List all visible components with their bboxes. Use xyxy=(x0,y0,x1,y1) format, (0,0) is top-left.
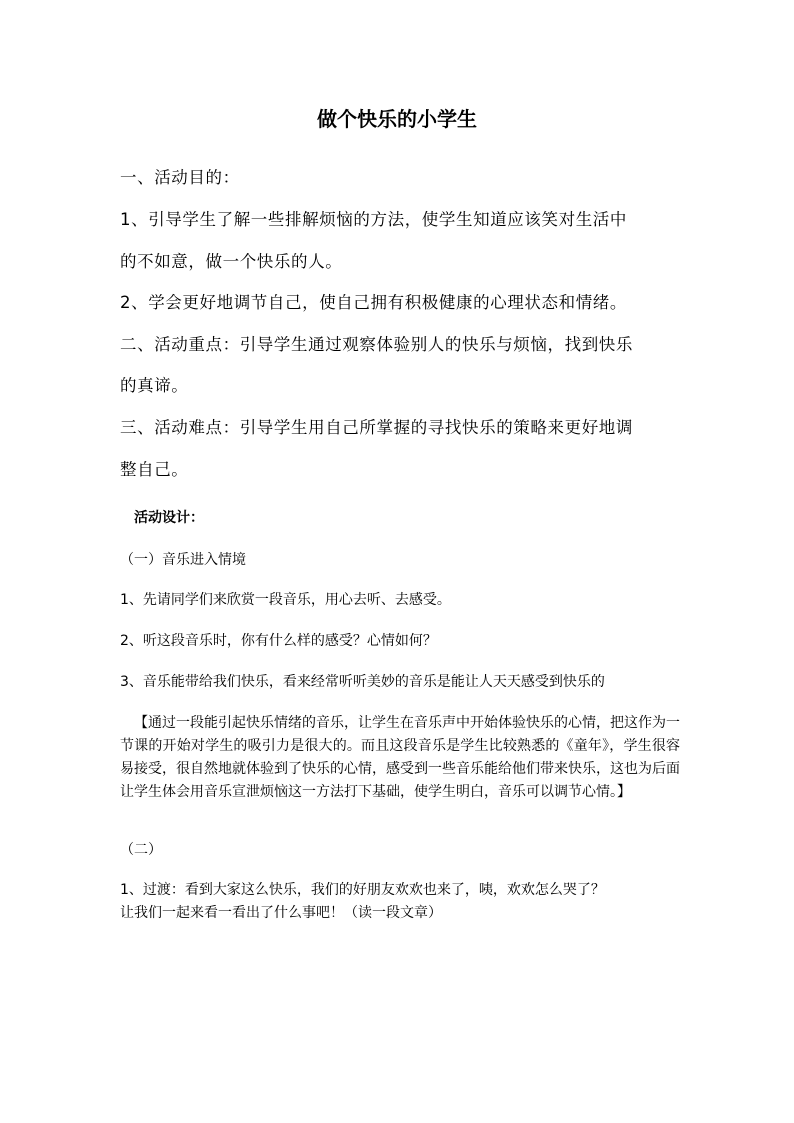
part-1-step-1: 1、先请同学们来欣赏一段音乐，用心去听、去感受。 xyxy=(120,592,451,608)
objective-1-line-1: 1、引导学生了解一些排解烦恼的方法，使学生知道应该笑对生活中 xyxy=(120,210,627,229)
objective-1-line-2: 的不如意，做一个快乐的人。 xyxy=(120,252,343,271)
objective-2: 2、学会更好地调节自己，使自己拥有积极健康的心理状态和情绪。 xyxy=(120,293,627,312)
key-point-line-1: 二、活动重点：引导学生通过观察体验别人的快乐与烦恼，找到快乐 xyxy=(120,335,633,354)
page-title: 做个快乐的小学生 xyxy=(317,107,477,131)
part-1-step-2: 2、听这段音乐时，你有什么样的感受？心情如何？ xyxy=(120,633,437,649)
design-heading: 活动设计： xyxy=(134,510,204,526)
difficulty-line-2: 整自己。 xyxy=(120,460,189,479)
objectives-heading: 一、活动目的： xyxy=(120,168,240,187)
part-1-teaching-note: 【通过一段能引起快乐情绪的音乐，让学生在音乐声中开始体验快乐的心情，把这作为一节课的开始对学生的吸引力是很大的。而且这段音乐是学生比较熟悉的《童年》，学生很容易接受，很自然地就体验到了快乐的心情，感受到一些音乐能给他们带来快乐，这也为后面让学生体会用音乐宣泄烦恼这一方法打下基础，使学生明白，音乐可以调节心情。】 xyxy=(120,715,680,800)
part-2-step-1-line-1: 1、过渡：看到大家这么快乐，我们的好朋友欢欢也来了，咦，欢欢怎么哭了？ xyxy=(120,882,605,898)
part-1-heading: （一）音乐进入情境 xyxy=(120,552,246,568)
part-2-step-1-line-2: 让我们一起来看一看出了什么事吧！（读一段文章） xyxy=(120,905,442,921)
key-point-line-2: 的真谛。 xyxy=(120,376,189,395)
part-1-step-3: 3、音乐能带给我们快乐，看来经常听听美妙的音乐是能让人天天感受到快乐的 xyxy=(120,674,605,690)
part-2-heading: （二） xyxy=(120,842,162,858)
difficulty-line-1: 三、活动难点：引导学生用自己所掌握的寻找快乐的策略来更好地调 xyxy=(120,418,633,437)
